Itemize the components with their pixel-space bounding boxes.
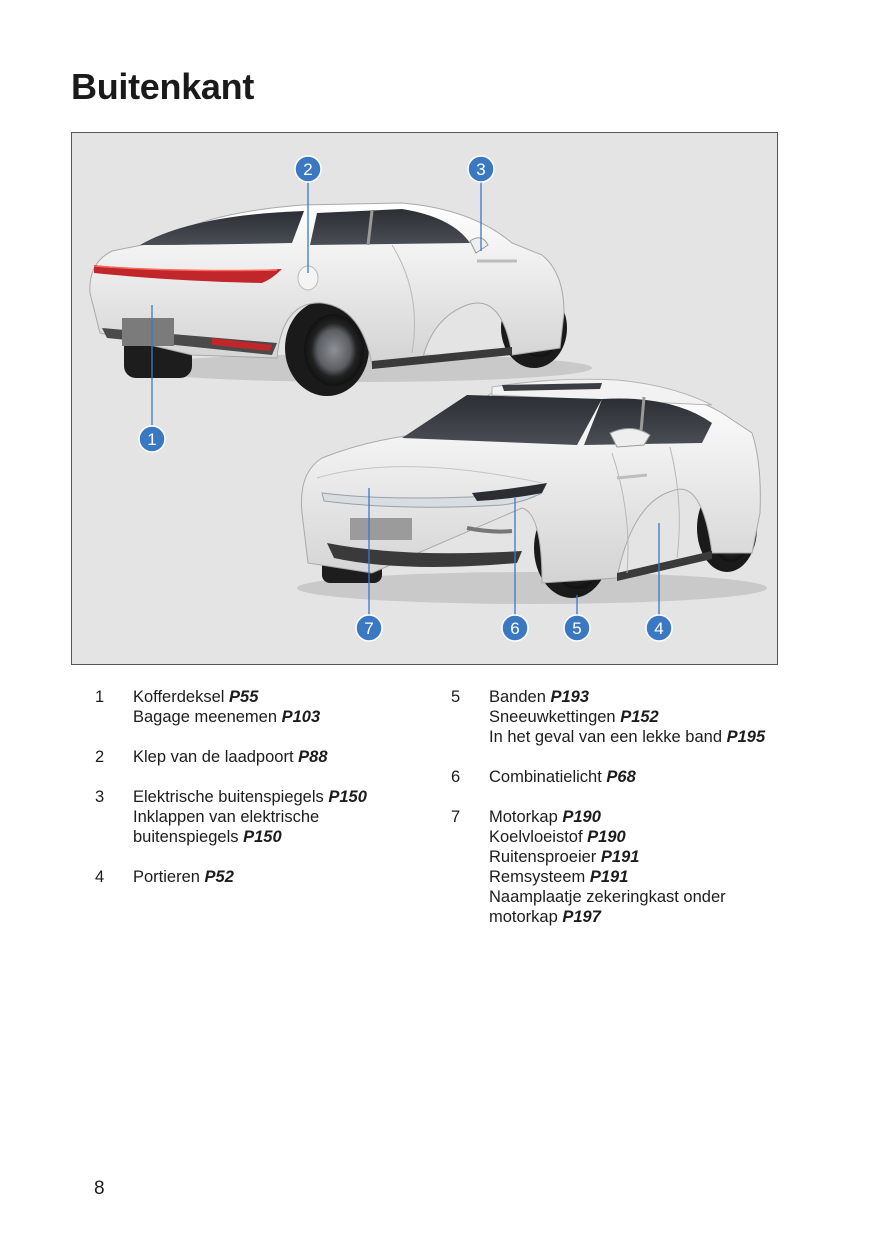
legend-line [489, 867, 811, 887]
rear-car [90, 203, 592, 396]
legend-text: Sneeuwkettingen [489, 708, 616, 726]
legend-text: Koelvloeistof [489, 828, 583, 846]
page-reference: P191 [600, 848, 640, 866]
page-reference: P55 [229, 688, 259, 706]
page-reference: P150 [243, 828, 282, 846]
legend-item [95, 687, 425, 727]
legend-text: Kofferdeksel [133, 688, 225, 706]
legend-text: Portieren [133, 868, 200, 886]
legend-text: Elektrische buitenspiegels [133, 788, 324, 806]
legend-number: 5 [451, 688, 461, 706]
callout-2 [295, 156, 321, 182]
svg-text:1: 1 [147, 430, 157, 449]
svg-text:7: 7 [364, 619, 374, 638]
legend-text: In het geval van een lekke band [489, 728, 723, 746]
legend-text: Banden [489, 688, 546, 706]
page-reference: P152 [620, 708, 659, 726]
callout-6 [502, 615, 528, 641]
legend-number: 1 [95, 688, 105, 706]
legend-line [489, 847, 811, 867]
callout-4 [646, 615, 672, 641]
legend-line [489, 687, 811, 707]
legend-item [451, 807, 811, 927]
legend-line [489, 727, 811, 747]
legend-line [489, 807, 811, 827]
legend-text: buitenspiegels [133, 828, 239, 846]
legend-number: 2 [95, 748, 105, 766]
front-car [297, 379, 767, 604]
legend-line [133, 807, 425, 827]
car-illustration [72, 133, 777, 664]
svg-text:2: 2 [303, 160, 313, 179]
page-reference: P193 [550, 688, 590, 706]
legend-text: motorkap [489, 908, 558, 926]
page-title: Buitenkant [71, 66, 255, 107]
svg-text:6: 6 [510, 619, 520, 638]
legend-line [133, 747, 425, 767]
legend-left-column [95, 687, 425, 907]
legend-text: Combinatielicht [489, 768, 602, 786]
legend-line [133, 867, 425, 887]
legend-line [489, 827, 811, 847]
page-reference: P88 [298, 748, 328, 766]
legend-line [133, 787, 425, 807]
callout-3 [468, 156, 494, 182]
page-reference: P191 [589, 868, 629, 886]
page-reference: P52 [204, 868, 234, 886]
legend-line [133, 707, 425, 727]
legend-text: Inklappen van elektrische [133, 808, 320, 826]
callout-7 [356, 615, 382, 641]
legend-number: 7 [451, 808, 461, 826]
callout-1 [139, 426, 165, 452]
page-number: 8 [94, 1178, 105, 1199]
legend-line [489, 767, 811, 787]
legend-item [451, 767, 811, 787]
legend-text: Bagage meenemen [133, 708, 278, 726]
legend-line [489, 887, 811, 907]
legend-text: Remsysteem [489, 868, 586, 886]
legend-item [95, 787, 425, 847]
legend-item [451, 687, 811, 747]
callout-5 [564, 615, 590, 641]
legend-line [489, 907, 811, 927]
legend-item [95, 867, 425, 887]
page-reference: P190 [562, 808, 601, 826]
legend-line [133, 687, 425, 707]
legend-text: Naamplaatje zekeringkast onder [489, 888, 726, 906]
page-reference: P103 [281, 708, 321, 726]
legend-line [133, 827, 425, 847]
legend-item [95, 747, 425, 767]
legend-number: 6 [451, 768, 461, 786]
svg-text:4: 4 [654, 619, 664, 638]
page-reference: P150 [328, 788, 367, 806]
legend-line [489, 707, 811, 727]
legend-number: 4 [95, 868, 105, 886]
legend-text: Ruitensproeier [489, 848, 597, 866]
legend-right-column [451, 687, 811, 947]
car-exterior-figure [71, 132, 778, 665]
page-reference: P68 [606, 768, 636, 786]
page-reference: P195 [726, 728, 766, 746]
page-reference: P197 [562, 908, 601, 926]
legend-number: 3 [95, 788, 105, 806]
legend-text: Klep van de laadpoort [133, 748, 294, 766]
svg-text:5: 5 [572, 619, 582, 638]
legend-text: Motorkap [489, 808, 558, 826]
svg-text:3: 3 [476, 160, 486, 179]
page-reference: P190 [587, 828, 626, 846]
